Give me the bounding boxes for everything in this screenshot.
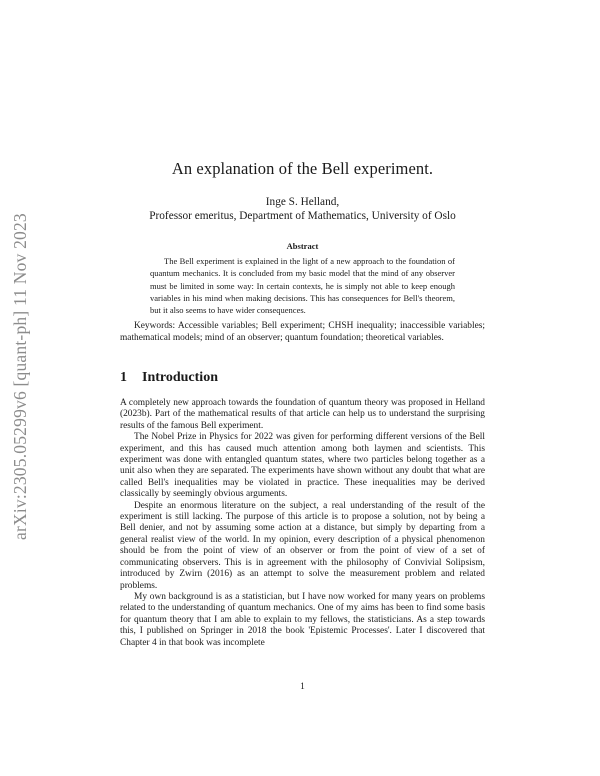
section-number: 1	[120, 370, 127, 385]
paragraph: A completely new approach towards the foundation of quantum theory was proposed in Helland (2023b). Part of the mathematical results of that article can help us to understand the surprising results of the famous Bell experiment.	[120, 398, 485, 431]
page-number: 1	[300, 682, 305, 692]
section-title: Introduction	[142, 370, 218, 385]
paragraph: My own background is as a statistician, but I have now worked for many years on problems related to the understanding of quantum mechanics. One of my aims has been to find some basis for quantum theory that I am able to explain to my fellows, the statisticians. As a step towards this, I published on Springer in 2018 the book 'Epistemic Processes'. Later I discovered that Chapter 4 in that book was incomplete	[120, 591, 485, 648]
paragraph: Despite an enormous literature on the subject, a real understanding of the result of the experiment is still lacking. The purpose of this article is to propose a solution, not by being a Bell denier, and not by assuming some action at a distance, but simply by departing from a general realist view of the world. In my opinion, every description of a physical phenomenon should be from the point of view of an observer or from the point of view of a set of communicating observers. This is in agreement with the philosophy of Convivial Solipsism, introduced by Zwirn (2016) as an attempt to solve the measurement problem and related problems.	[120, 500, 485, 591]
arxiv-identifier-stamp: arXiv:2305.05299v6 [quant-ph] 11 Nov 2023	[10, 213, 30, 540]
paper-title: An explanation of the Bell experiment.	[171, 159, 434, 178]
section-body	[120, 398, 485, 649]
abstract-heading: Abstract	[286, 241, 319, 251]
keywords: Keywords: Accessible variables; Bell experiment; CHSH inequality; inaccessible variables; mathematical models; mind of an observer; quantum foundation; theoretical variables.	[120, 321, 485, 344]
section-heading	[120, 370, 218, 386]
paragraph: The Nobel Prize in Physics for 2022 was given for performing different versions of the Bell experiment, and this has caused much attention among both laymen and scientists. This experiment was done with entangled quantum states, where two particles belong together as a unit also when they are separated. The experiments have shown without any doubt that what are called Bell's inequalities may be violated in practice. These inequalities may be derived classically by seemingly obvious arguments.	[120, 432, 485, 500]
abstract-text: The Bell experiment is explained in the light of a new approach to the foundation of quantum mechanics. It is concluded from my basic model that the mind of any observer must be limited in some way: In certain contexts, he is simply not able to keep enough variables in his mind when making decisions. This has consequences for Bell's theorem, but it also seems to have wider consequences.	[150, 256, 455, 316]
author-affiliation: Professor emeritus, Department of Mathematics, University of Oslo	[149, 210, 456, 222]
author-name: Inge S. Helland,	[265, 196, 340, 208]
